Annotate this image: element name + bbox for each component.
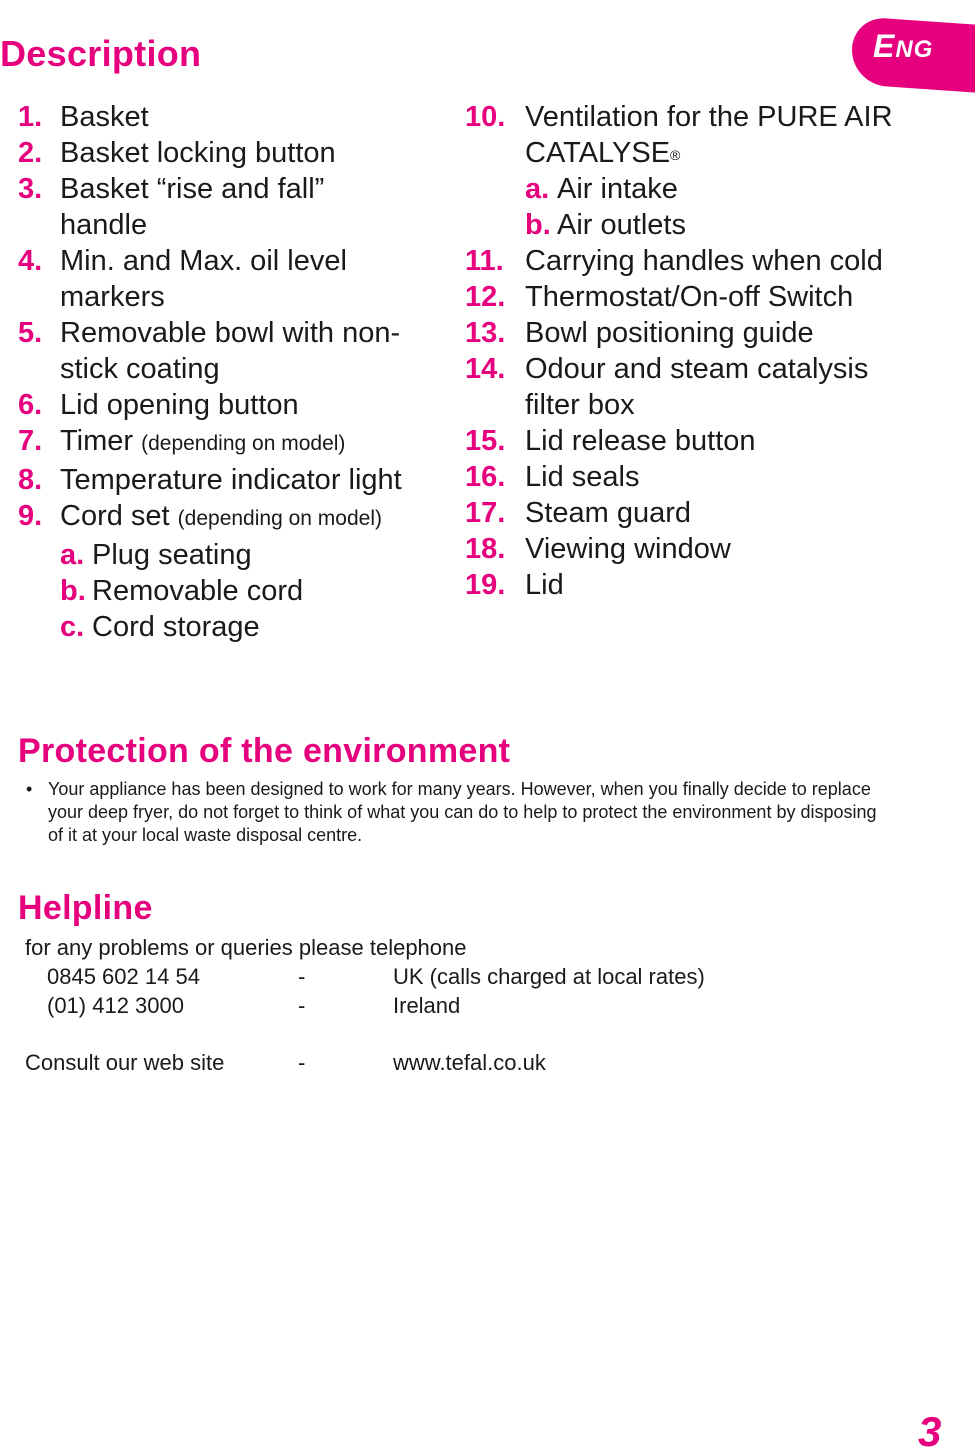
- list-subitem: c. Cord storage: [60, 611, 260, 643]
- description-list-left: [18, 99, 418, 645]
- environment-text: [26, 778, 886, 847]
- list-item: 13. Bowl positioning guide: [465, 317, 814, 349]
- list-item: 2. Basket locking button: [18, 137, 336, 169]
- list-item: 10. Ventilation for the PURE AIR CATALYSE®: [465, 101, 893, 169]
- phone-description: Ireland: [393, 993, 461, 1018]
- list-item: 15. Lid release button: [465, 425, 756, 457]
- separator: -: [298, 993, 306, 1018]
- list-subitem: a. Air intake: [525, 173, 678, 205]
- list-item: 8. Temperature indicator light: [18, 464, 402, 496]
- phone-number: (01) 412 3000: [47, 993, 184, 1018]
- list-item: 14. Odour and steam catalysis filter box: [465, 353, 869, 421]
- list-item: 9. Cord set (depending on model): [18, 500, 382, 532]
- list-item: 17. Steam guard: [465, 497, 692, 529]
- description-list-right: [465, 99, 935, 603]
- list-item: 1. Basket: [18, 101, 149, 133]
- website-label: Consult our web site: [25, 1050, 225, 1075]
- language-tab-label: ENG: [873, 28, 934, 64]
- helpline-heading: Helpline: [18, 889, 153, 927]
- website-link[interactable]: www.tefal.co.uk: [393, 1050, 546, 1075]
- page-title: Description: [0, 33, 202, 74]
- list-item: 12. Thermostat/On-off Switch: [465, 281, 854, 313]
- phone-number: 0845 602 14 54: [47, 964, 200, 989]
- list-item: 18. Viewing window: [465, 533, 731, 565]
- list-item: 5. Removable bowl with non- stick coating: [18, 317, 401, 385]
- list-item: 16. Lid seals: [465, 461, 640, 493]
- list-subitem: b. Air outlets: [525, 209, 686, 241]
- list-item: 11. Carrying handles when cold: [465, 245, 883, 277]
- list-subitem: b. Removable cord: [60, 575, 304, 607]
- environment-bullet: • Your appliance has been designed to work for many years. However, when you finally decide to replace your deep fryer, do not forget to think of what you can do to help to protect the environment by disposing of it at your local waste disposal centre.: [26, 778, 886, 847]
- separator: -: [298, 1050, 306, 1075]
- list-item: 7. Timer (depending on model): [18, 425, 346, 457]
- helpline-intro: for any problems or queries please telephone: [25, 935, 467, 960]
- list-item: 19. Lid: [465, 569, 564, 601]
- separator: -: [298, 964, 306, 989]
- list-item: 4. Min. and Max. oil level markers: [18, 245, 347, 313]
- list-subitem: a. Plug seating: [60, 539, 252, 571]
- list-item: 6. Lid opening button: [18, 389, 299, 421]
- environment-heading: Protection of the environment: [18, 732, 511, 770]
- page-number: 3: [918, 1408, 942, 1455]
- list-item: 3. Basket “rise and fall” handle: [18, 173, 325, 241]
- phone-description: UK (calls charged at local rates): [393, 964, 705, 989]
